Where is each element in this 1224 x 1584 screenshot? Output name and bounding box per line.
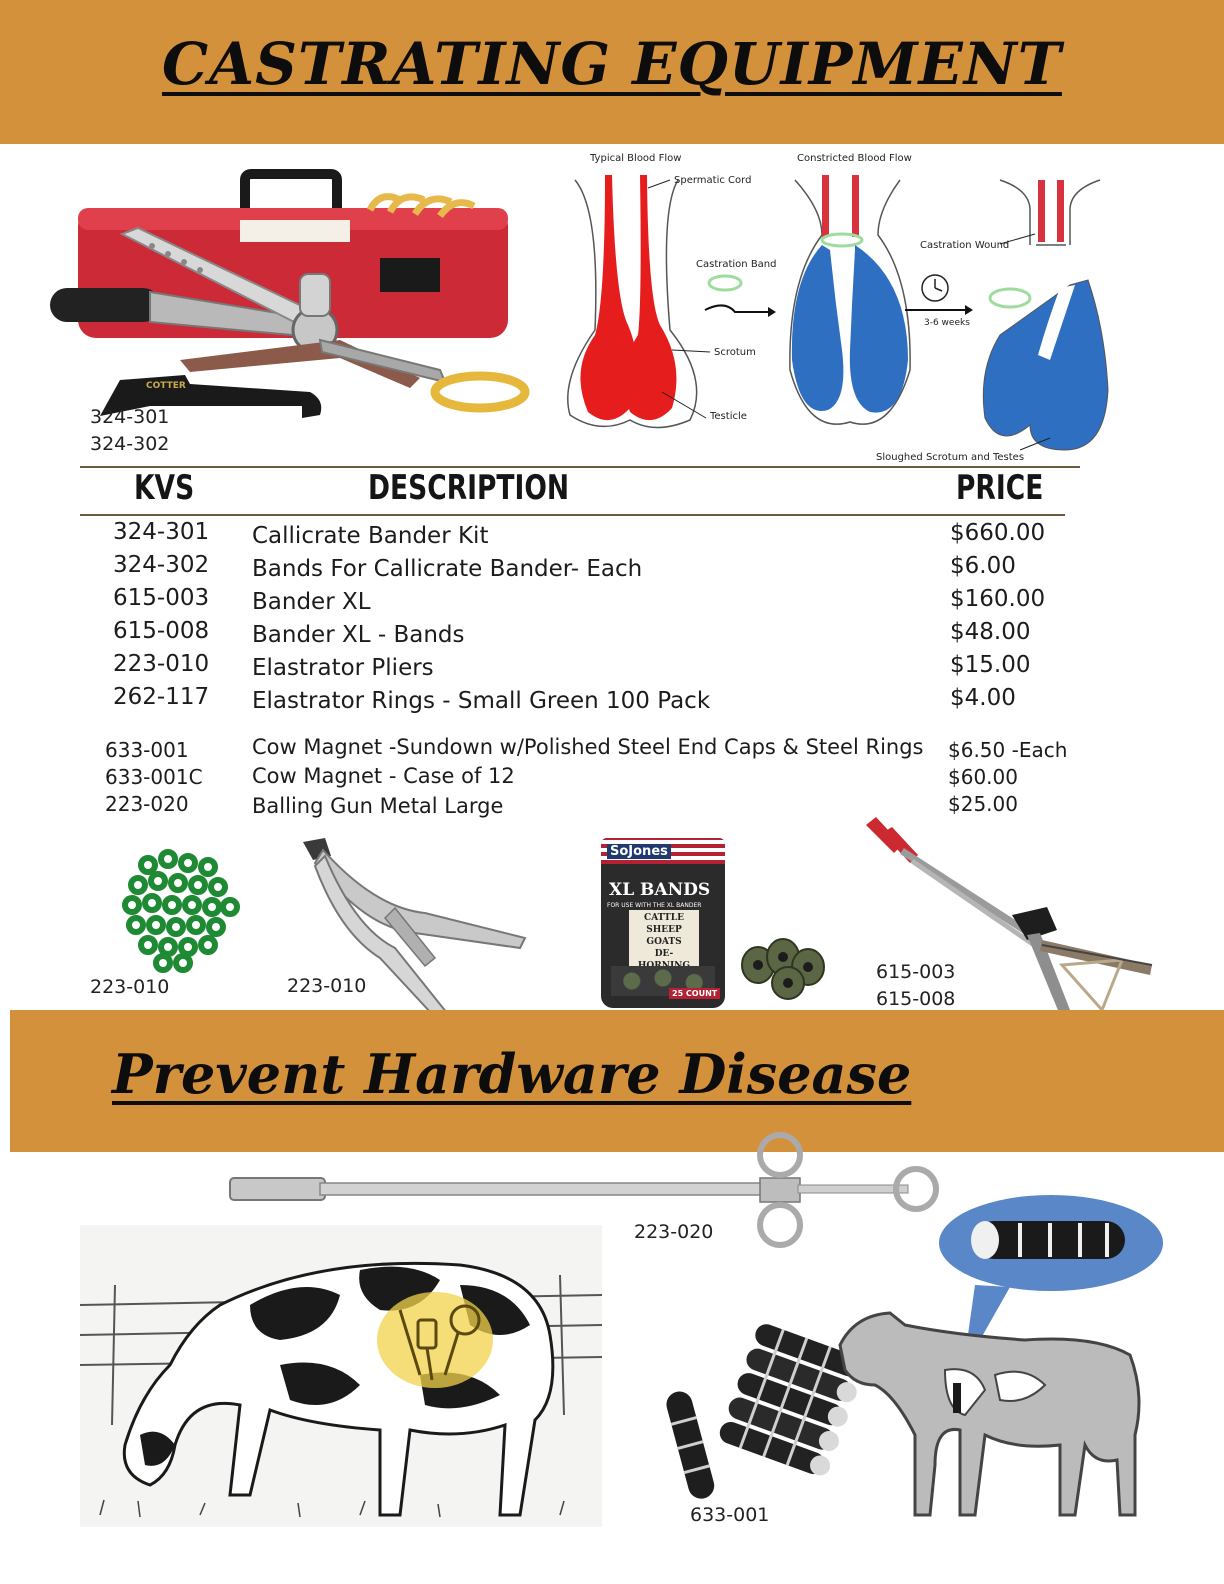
row-price: $160.00: [950, 586, 1046, 612]
rings-code: 223-010: [90, 976, 170, 998]
header-kvs: KVS: [134, 468, 195, 508]
elastrator-pliers-photo: [295, 838, 535, 1028]
cow-illustration: [80, 1225, 602, 1527]
table-top-rule: [80, 466, 1080, 468]
row-kvs: 324-301: [113, 519, 210, 545]
row-price: $6.50 -Each: [948, 738, 1068, 762]
diagram-label-spermatic: Spermatic Cord: [674, 175, 752, 186]
bander-code-1: 615-003: [876, 961, 956, 983]
row-description: Bander XL - Bands: [252, 622, 465, 648]
cow-magnet-diagram: [835, 1195, 1195, 1535]
row-kvs: 633-001: [105, 738, 189, 762]
row-kvs: 633-001C: [105, 765, 203, 789]
row-kvs: 223-020: [105, 792, 189, 816]
diagram-label-scrotum: Scrotum: [714, 347, 756, 358]
page-title: CASTRATING EQUIPMENT: [162, 30, 1062, 98]
castration-diagram: [560, 150, 1120, 465]
section2-title: Prevent Hardware Disease: [112, 1042, 912, 1106]
row-description: Elastrator Rings - Small Green 100 Pack: [252, 688, 711, 714]
row-kvs: 615-008: [113, 618, 210, 644]
row-price: $60.00: [948, 765, 1018, 789]
row-description: Cow Magnet - Case of 12: [252, 764, 515, 788]
diagram-label-constricted: Constricted Blood Flow: [797, 153, 912, 164]
row-kvs: 262-117: [113, 684, 210, 710]
row-price: $15.00: [950, 652, 1031, 678]
row-description: Elastrator Pliers: [252, 655, 434, 681]
bander-kit-photo: [40, 170, 540, 430]
row-description: Bander XL: [252, 589, 371, 615]
diagram-label-wound: Castration Wound: [920, 240, 1010, 251]
bag-brand: SoJones: [607, 844, 671, 859]
row-kvs: 615-003: [113, 585, 210, 611]
bag-line: DE-: [654, 949, 674, 959]
bag-label: [629, 910, 699, 974]
header-description: DESCRIPTION: [368, 468, 570, 508]
bag-count: 25 COUNT: [669, 988, 720, 999]
bander-code-2: 615-008: [876, 988, 956, 1010]
row-description: Bands For Callicrate Bander- Each: [252, 556, 643, 582]
row-description: Callicrate Bander Kit: [252, 523, 489, 549]
balling-gun-code: 223-020: [634, 1221, 714, 1243]
diagram-label-typical: Typical Blood Flow: [590, 153, 682, 164]
svg-text:COTTER: COTTER: [146, 381, 186, 391]
magnet-code: 633-001: [690, 1504, 770, 1526]
cow-magnets-photo: [650, 1330, 850, 1505]
row-price: $660.00: [950, 520, 1046, 546]
table-header-rule: [80, 514, 1065, 516]
row-price: $25.00: [948, 792, 1018, 816]
diagram-label-weeks: 3-6 weeks: [924, 318, 970, 328]
pliers-code: 223-010: [287, 975, 367, 997]
row-price: $4.00: [950, 685, 1016, 711]
kit-code-1: 324-301: [90, 406, 170, 428]
row-price: $48.00: [950, 619, 1031, 645]
row-kvs: 223-010: [113, 651, 210, 677]
elastrator-rings-photo: [118, 845, 248, 975]
diagram-label-band: Castration Band: [696, 259, 777, 270]
loose-xl-bands: [738, 935, 830, 1005]
row-description: Balling Gun Metal Large: [252, 794, 504, 818]
diagram-label-sloughed: Sloughed Scrotum and Testes: [876, 452, 1025, 463]
row-kvs: 324-302: [113, 552, 210, 578]
kit-code-2: 324-302: [90, 433, 170, 455]
bag-line: CATTLE: [644, 913, 684, 923]
diagram-label-testicle: Testicle: [710, 411, 747, 422]
xl-bands-bag: [601, 838, 725, 1008]
bag-subtitle: FOR USE WITH THE XL BANDER: [607, 902, 702, 909]
bag-line: SHEEP: [646, 925, 682, 935]
bag-line: GOATS: [646, 937, 682, 947]
row-description: Cow Magnet -Sundown w/Polished Steel End Caps & Steel Rings: [252, 735, 924, 759]
bag-title: XL BANDS: [609, 880, 711, 900]
row-price: $6.00: [950, 553, 1016, 579]
header-price: PRICE: [956, 468, 1044, 508]
